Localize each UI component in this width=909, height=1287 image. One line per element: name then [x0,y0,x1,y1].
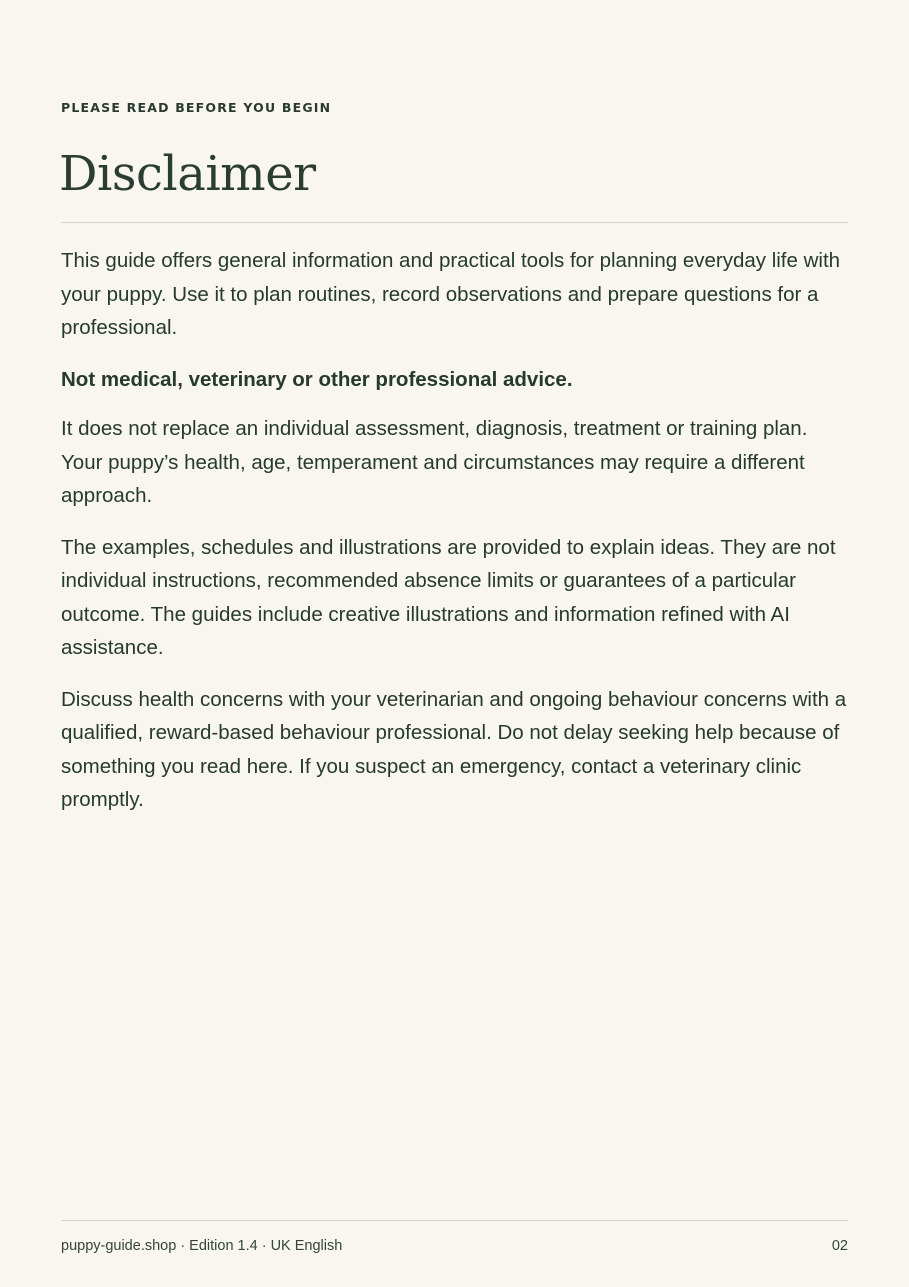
document-page [61,0,848,1287]
footer-source: puppy-guide.shop · Edition 1.4 · UK English [61,1238,343,1254]
help-paragraph: Discuss health concerns with your veterinarian and ongoing behaviour concerns with a qualified, reward-based behaviour professional. Do not delay seeking help because of something you read here. If you suspect an emergency, contact a veterinary clinic promptly. [61,687,847,811]
assessment-paragraph: It does not replace an individual assessment, diagnosis, treatment or training plan. Your puppy’s health, age, temperament and circumstances may require a different approach. [61,417,808,507]
intro-paragraph: This guide offers general information and practical tools for planning everyday life with your puppy. Use it to plan routines, record observations and prepare questions for a professional. [61,249,841,339]
eyebrow-label: PLEASE READ BEFORE YOU BEGIN [61,100,332,115]
advice-notice: Not medical, veterinary or other professional advice. [61,367,573,391]
title-divider [61,222,848,223]
page-number: 02 [831,1238,848,1254]
page-title: Disclaimer [59,146,316,202]
disclaimer-body [61,244,848,835]
examples-paragraph: The examples, schedules and illustrations are provided to explain ideas. They are not individual instructions, recommended absence limits or guarantees of a particular outcome. The guides include creative illustrations and information refined with AI assistance. [61,535,836,659]
footer-divider [61,1220,848,1221]
